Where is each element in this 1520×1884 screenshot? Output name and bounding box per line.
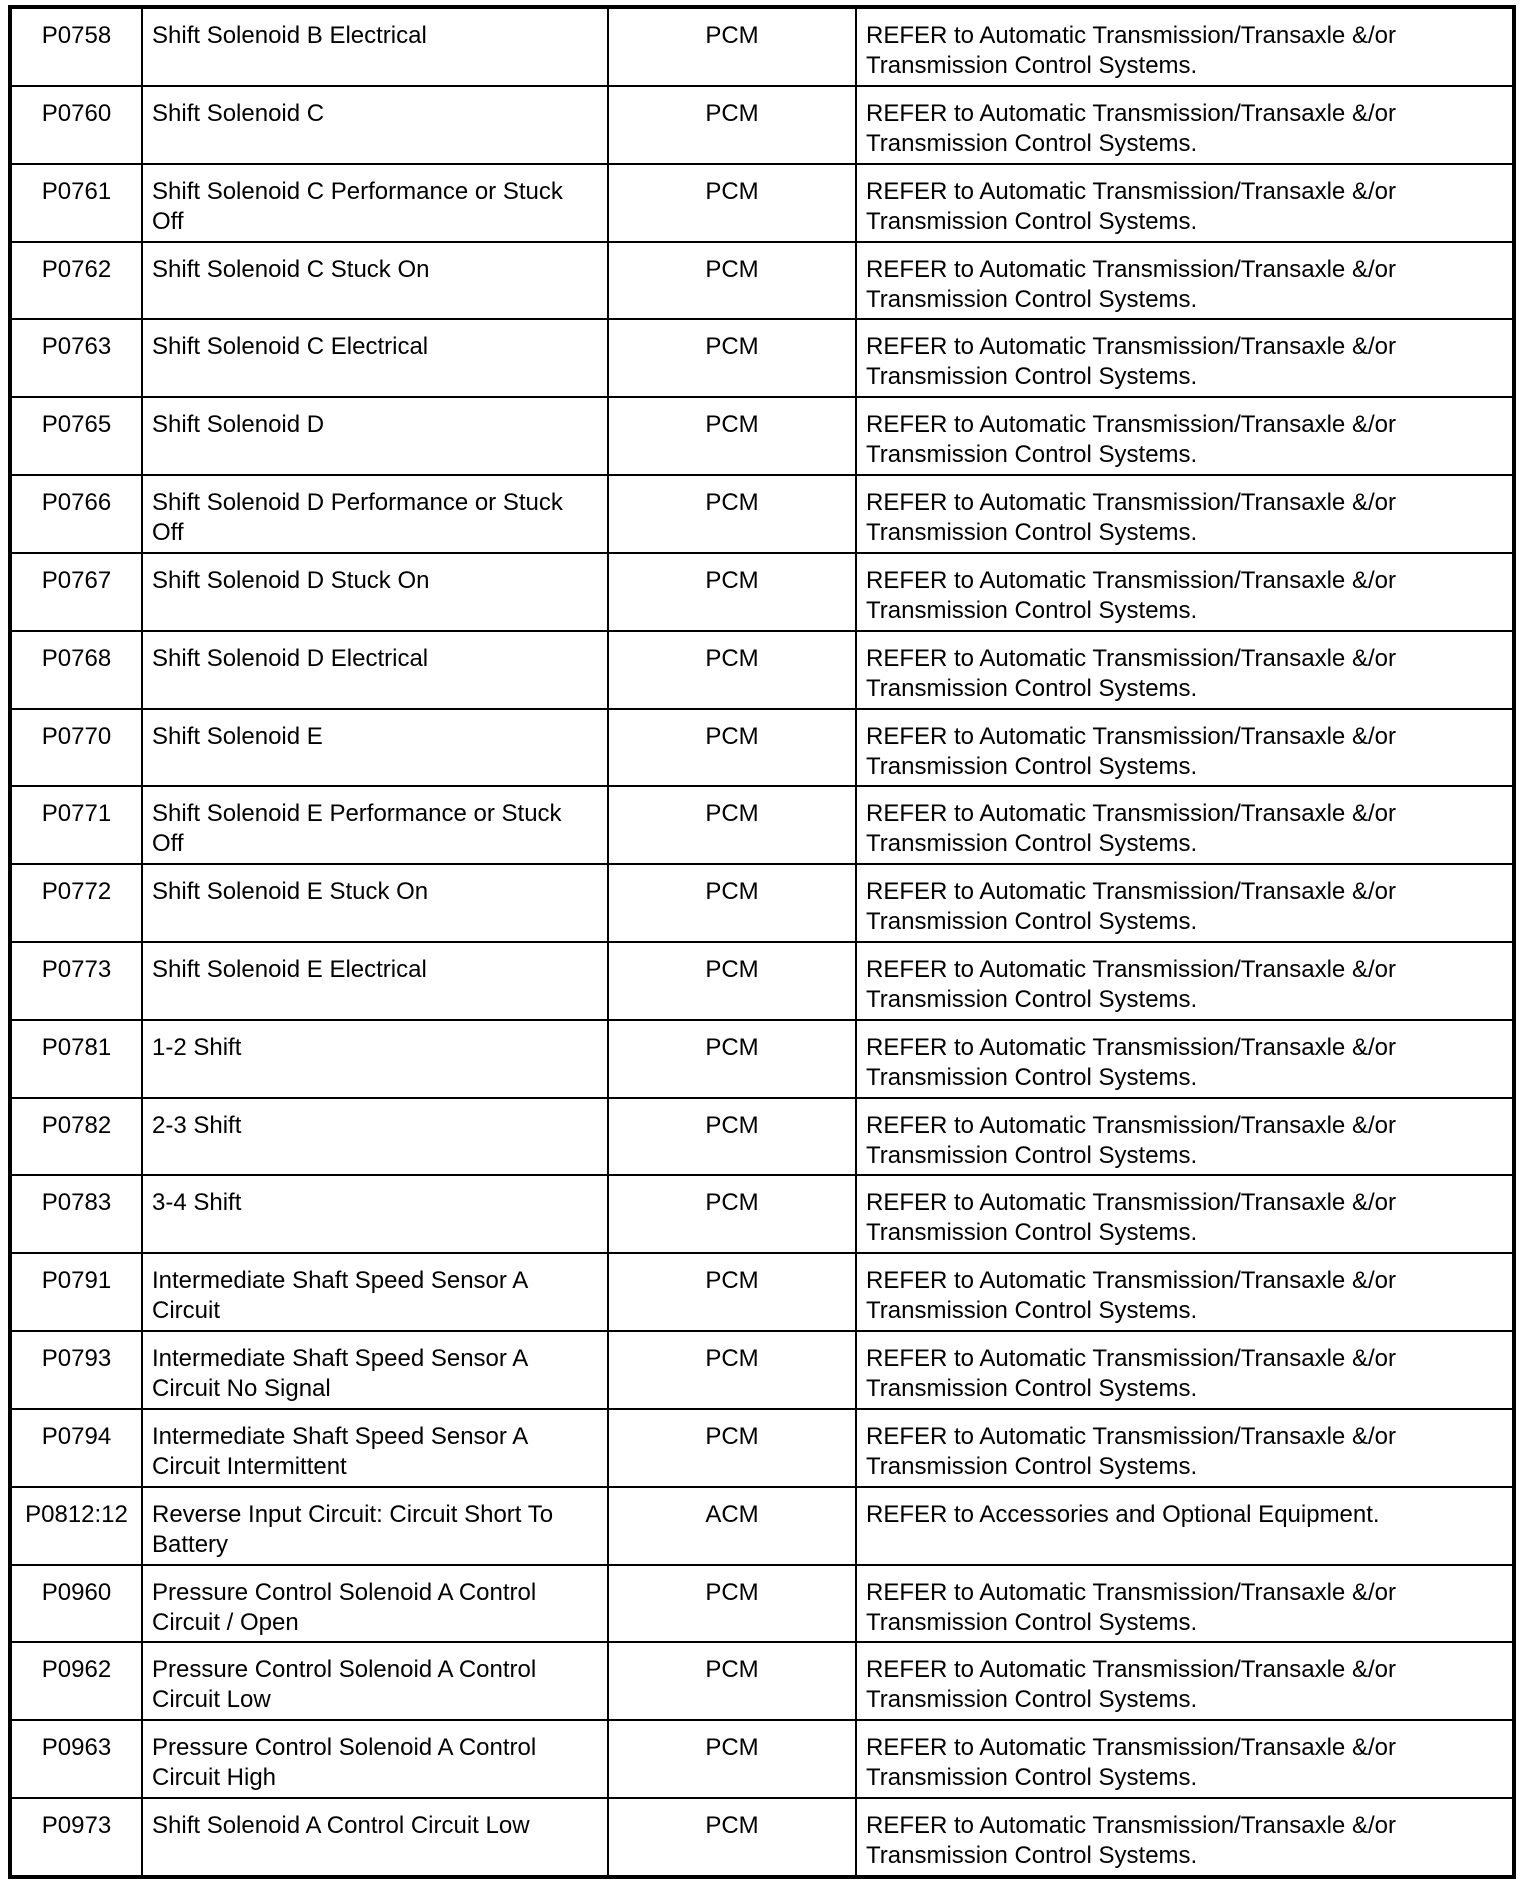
dtc-action-cell: REFER to Automatic Transmission/Transaxle &/or Transmission Control Systems. bbox=[856, 86, 1514, 164]
dtc-table-body bbox=[10, 7, 1514, 1877]
dtc-module-cell: PCM bbox=[608, 942, 856, 1020]
dtc-code-cell: P0782 bbox=[10, 1098, 142, 1176]
table-row bbox=[10, 397, 1514, 475]
dtc-description-cell: Shift Solenoid C bbox=[142, 86, 608, 164]
dtc-module-cell: PCM bbox=[608, 553, 856, 631]
dtc-module-cell: PCM bbox=[608, 786, 856, 864]
dtc-action-cell: REFER to Automatic Transmission/Transaxle &/or Transmission Control Systems. bbox=[856, 475, 1514, 553]
dtc-action-cell: REFER to Automatic Transmission/Transaxle &/or Transmission Control Systems. bbox=[856, 631, 1514, 709]
dtc-description-cell: Shift Solenoid D Stuck On bbox=[142, 553, 608, 631]
table-row bbox=[10, 631, 1514, 709]
dtc-description-cell: 2-3 Shift bbox=[142, 1098, 608, 1176]
dtc-code-cell: P0781 bbox=[10, 1020, 142, 1098]
table-row bbox=[10, 164, 1514, 242]
dtc-module-cell: PCM bbox=[608, 864, 856, 942]
dtc-action-cell: REFER to Automatic Transmission/Transaxle &/or Transmission Control Systems. bbox=[856, 1253, 1514, 1331]
dtc-code-cell: P0773 bbox=[10, 942, 142, 1020]
dtc-code-cell: P0765 bbox=[10, 397, 142, 475]
dtc-code-cell: P0793 bbox=[10, 1331, 142, 1409]
dtc-code-cell: P0770 bbox=[10, 709, 142, 787]
dtc-description-cell: Intermediate Shaft Speed Sensor A Circuit No Signal bbox=[142, 1331, 608, 1409]
dtc-code-cell: P0791 bbox=[10, 1253, 142, 1331]
dtc-description-cell: Shift Solenoid D bbox=[142, 397, 608, 475]
dtc-module-cell: PCM bbox=[608, 397, 856, 475]
dtc-module-cell: PCM bbox=[608, 1565, 856, 1643]
dtc-description-cell: Shift Solenoid D Electrical bbox=[142, 631, 608, 709]
dtc-description-cell: Shift Solenoid C Electrical bbox=[142, 319, 608, 397]
table-row bbox=[10, 319, 1514, 397]
dtc-module-cell: PCM bbox=[608, 475, 856, 553]
table-row bbox=[10, 1409, 1514, 1487]
dtc-module-cell: PCM bbox=[608, 1331, 856, 1409]
dtc-action-cell: REFER to Automatic Transmission/Transaxle &/or Transmission Control Systems. bbox=[856, 709, 1514, 787]
dtc-description-cell: Shift Solenoid C Stuck On bbox=[142, 242, 608, 320]
dtc-action-cell: REFER to Automatic Transmission/Transaxle &/or Transmission Control Systems. bbox=[856, 1642, 1514, 1720]
table-row bbox=[10, 1642, 1514, 1720]
dtc-description-cell: Shift Solenoid E Performance or Stuck Off bbox=[142, 786, 608, 864]
dtc-action-cell: REFER to Automatic Transmission/Transaxle &/or Transmission Control Systems. bbox=[856, 7, 1514, 86]
dtc-action-cell: REFER to Automatic Transmission/Transaxle &/or Transmission Control Systems. bbox=[856, 164, 1514, 242]
dtc-module-cell: PCM bbox=[608, 1020, 856, 1098]
dtc-action-cell: REFER to Automatic Transmission/Transaxle &/or Transmission Control Systems. bbox=[856, 242, 1514, 320]
dtc-description-cell: Pressure Control Solenoid A Control Circuit High bbox=[142, 1720, 608, 1798]
dtc-module-cell: PCM bbox=[608, 1175, 856, 1253]
dtc-code-cell: P0761 bbox=[10, 164, 142, 242]
dtc-description-cell: Shift Solenoid D Performance or Stuck Off bbox=[142, 475, 608, 553]
dtc-code-cell: P0758 bbox=[10, 7, 142, 86]
dtc-module-cell: PCM bbox=[608, 7, 856, 86]
dtc-description-cell: Shift Solenoid E bbox=[142, 709, 608, 787]
table-row bbox=[10, 553, 1514, 631]
table-row bbox=[10, 475, 1514, 553]
dtc-module-cell: PCM bbox=[608, 1720, 856, 1798]
dtc-action-cell: REFER to Automatic Transmission/Transaxle &/or Transmission Control Systems. bbox=[856, 553, 1514, 631]
dtc-description-cell: Shift Solenoid C Performance or Stuck Off bbox=[142, 164, 608, 242]
dtc-module-cell: PCM bbox=[608, 631, 856, 709]
table-row bbox=[10, 1098, 1514, 1176]
table-row bbox=[10, 1720, 1514, 1798]
dtc-action-cell: REFER to Automatic Transmission/Transaxle &/or Transmission Control Systems. bbox=[856, 864, 1514, 942]
dtc-module-cell: PCM bbox=[608, 1098, 856, 1176]
dtc-action-cell: REFER to Automatic Transmission/Transaxle &/or Transmission Control Systems. bbox=[856, 1798, 1514, 1877]
dtc-description-cell: 3-4 Shift bbox=[142, 1175, 608, 1253]
dtc-code-cell: P0973 bbox=[10, 1798, 142, 1877]
table-row bbox=[10, 86, 1514, 164]
table-row bbox=[10, 864, 1514, 942]
dtc-description-cell: Intermediate Shaft Speed Sensor A Circuit Intermittent bbox=[142, 1409, 608, 1487]
dtc-code-cell: P0771 bbox=[10, 786, 142, 864]
dtc-code-cell: P0963 bbox=[10, 1720, 142, 1798]
table-row bbox=[10, 1565, 1514, 1643]
dtc-code-cell: P0762 bbox=[10, 242, 142, 320]
dtc-code-cell: P0772 bbox=[10, 864, 142, 942]
dtc-module-cell: PCM bbox=[608, 242, 856, 320]
dtc-code-cell: P0812:12 bbox=[10, 1487, 142, 1565]
dtc-code-cell: P0763 bbox=[10, 319, 142, 397]
dtc-action-cell: REFER to Automatic Transmission/Transaxle &/or Transmission Control Systems. bbox=[856, 1565, 1514, 1643]
table-row bbox=[10, 1175, 1514, 1253]
table-row bbox=[10, 786, 1514, 864]
dtc-action-cell: REFER to Automatic Transmission/Transaxle &/or Transmission Control Systems. bbox=[856, 1098, 1514, 1176]
table-row bbox=[10, 7, 1514, 86]
dtc-module-cell: PCM bbox=[608, 1253, 856, 1331]
dtc-module-cell: PCM bbox=[608, 1409, 856, 1487]
dtc-action-cell: REFER to Automatic Transmission/Transaxle &/or Transmission Control Systems. bbox=[856, 1331, 1514, 1409]
dtc-module-cell: PCM bbox=[608, 709, 856, 787]
dtc-action-cell: REFER to Automatic Transmission/Transaxle &/or Transmission Control Systems. bbox=[856, 1720, 1514, 1798]
dtc-action-cell: REFER to Automatic Transmission/Transaxle &/or Transmission Control Systems. bbox=[856, 1020, 1514, 1098]
dtc-description-cell: Shift Solenoid E Stuck On bbox=[142, 864, 608, 942]
table-row bbox=[10, 1253, 1514, 1331]
dtc-description-cell: Shift Solenoid B Electrical bbox=[142, 7, 608, 86]
table-row bbox=[10, 942, 1514, 1020]
dtc-module-cell: PCM bbox=[608, 164, 856, 242]
dtc-code-cell: P0767 bbox=[10, 553, 142, 631]
table-row bbox=[10, 1331, 1514, 1409]
dtc-action-cell: REFER to Automatic Transmission/Transaxle &/or Transmission Control Systems. bbox=[856, 1409, 1514, 1487]
dtc-code-cell: P0766 bbox=[10, 475, 142, 553]
dtc-code-cell: P0783 bbox=[10, 1175, 142, 1253]
dtc-description-cell: Pressure Control Solenoid A Control Circuit Low bbox=[142, 1642, 608, 1720]
dtc-description-cell: 1-2 Shift bbox=[142, 1020, 608, 1098]
dtc-module-cell: PCM bbox=[608, 1798, 856, 1877]
dtc-action-cell: REFER to Automatic Transmission/Transaxle &/or Transmission Control Systems. bbox=[856, 1175, 1514, 1253]
dtc-description-cell: Intermediate Shaft Speed Sensor A Circuit bbox=[142, 1253, 608, 1331]
dtc-action-cell: REFER to Automatic Transmission/Transaxle &/or Transmission Control Systems. bbox=[856, 397, 1514, 475]
dtc-module-cell: PCM bbox=[608, 319, 856, 397]
table-row bbox=[10, 709, 1514, 787]
dtc-description-cell: Shift Solenoid E Electrical bbox=[142, 942, 608, 1020]
dtc-module-cell: PCM bbox=[608, 86, 856, 164]
dtc-code-cell: P0960 bbox=[10, 1565, 142, 1643]
dtc-action-cell: REFER to Accessories and Optional Equipment. bbox=[856, 1487, 1514, 1565]
dtc-table bbox=[8, 5, 1516, 1879]
dtc-module-cell: ACM bbox=[608, 1487, 856, 1565]
dtc-code-cell: P0768 bbox=[10, 631, 142, 709]
table-row bbox=[10, 1487, 1514, 1565]
table-row bbox=[10, 242, 1514, 320]
dtc-module-cell: PCM bbox=[608, 1642, 856, 1720]
dtc-action-cell: REFER to Automatic Transmission/Transaxle &/or Transmission Control Systems. bbox=[856, 942, 1514, 1020]
table-row bbox=[10, 1798, 1514, 1877]
dtc-code-cell: P0760 bbox=[10, 86, 142, 164]
dtc-action-cell: REFER to Automatic Transmission/Transaxle &/or Transmission Control Systems. bbox=[856, 319, 1514, 397]
dtc-description-cell: Pressure Control Solenoid A Control Circuit / Open bbox=[142, 1565, 608, 1643]
dtc-code-cell: P0794 bbox=[10, 1409, 142, 1487]
dtc-description-cell: Shift Solenoid A Control Circuit Low bbox=[142, 1798, 608, 1877]
dtc-description-cell: Reverse Input Circuit: Circuit Short To Battery bbox=[142, 1487, 608, 1565]
dtc-action-cell: REFER to Automatic Transmission/Transaxle &/or Transmission Control Systems. bbox=[856, 786, 1514, 864]
table-row bbox=[10, 1020, 1514, 1098]
dtc-code-cell: P0962 bbox=[10, 1642, 142, 1720]
